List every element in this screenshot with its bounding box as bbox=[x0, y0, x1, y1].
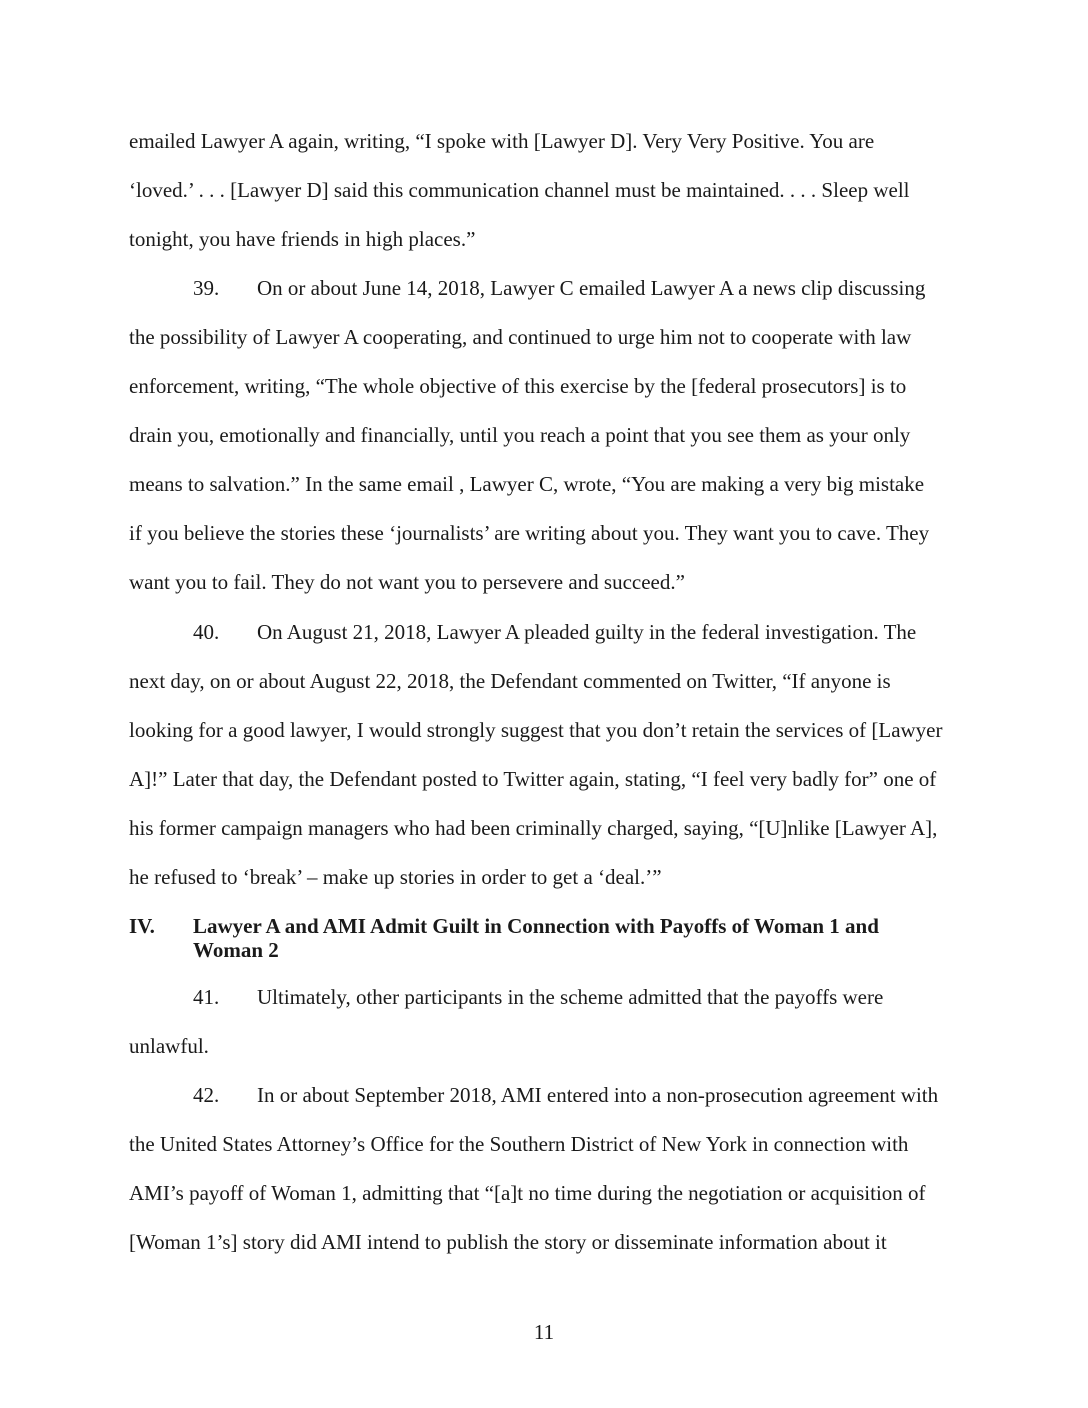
paragraph-39-line: enforcement, writing, “The whole objective of this exercise by the [federal prosecutors] is to bbox=[129, 374, 907, 398]
section-heading-number: IV. bbox=[129, 914, 155, 938]
section-heading-line: Woman 2 bbox=[193, 938, 279, 962]
paragraph-39-line: the possibility of Lawyer A cooperating, and continued to urge him not to cooperate with law bbox=[129, 325, 912, 349]
paragraph-39-line: want you to fail. They do not want you to persevere and succeed.” bbox=[129, 570, 685, 594]
paragraph-41-line: unlawful. bbox=[129, 1034, 209, 1058]
continuation-line-1: emailed Lawyer A again, writing, “I spoke with [Lawyer D]. Very Very Positive. You are bbox=[129, 129, 875, 153]
paragraph-39-line: On or about June 14, 2018, Lawyer C emailed Lawyer A a news clip discussing bbox=[257, 276, 926, 300]
paragraph-41-line: Ultimately, other participants in the scheme admitted that the payoffs were bbox=[257, 985, 884, 1009]
paragraph-40-line: On August 21, 2018, Lawyer A pleaded guilty in the federal investigation. The bbox=[257, 620, 917, 644]
paragraph-42-line: In or about September 2018, AMI entered into a non-prosecution agreement with bbox=[257, 1083, 939, 1107]
paragraph-40-line: his former campaign managers who had been criminally charged, saying, “[U]nlike [Lawyer A], bbox=[129, 816, 938, 840]
section-heading-line: Lawyer A and AMI Admit Guilt in Connection with Payoffs of Woman 1 and bbox=[193, 914, 879, 938]
paragraph-42-line: [Woman 1’s] story did AMI intend to publish the story or disseminate information about it bbox=[129, 1230, 887, 1254]
paragraph-39-number: 39. bbox=[193, 276, 220, 300]
paragraph-41-number: 41. bbox=[193, 985, 220, 1009]
paragraph-42-line: the United States Attorney’s Office for the Southern District of New York in connection with bbox=[129, 1132, 909, 1156]
paragraph-42-line: AMI’s payoff of Woman 1, admitting that “[a]t no time during the negotiation or acquisition of bbox=[129, 1181, 926, 1205]
paragraph-40-number: 40. bbox=[193, 620, 220, 644]
paragraph-40-line: he refused to ‘break’ – make up stories in order to get a ‘deal.’” bbox=[129, 865, 662, 889]
continuation-line-2: ‘loved.’ . . . [Lawyer D] said this communication channel must be maintained. . . . Sleep well bbox=[129, 178, 910, 202]
paragraph-39-line: means to salvation.” In the same email , Lawyer C, wrote, “You are making a very big mistake bbox=[129, 472, 925, 496]
paragraph-40-line: next day, on or about August 22, 2018, the Defendant commented on Twitter, “If anyone is bbox=[129, 669, 891, 693]
paragraph-40-line: A]!” Later that day, the Defendant posted to Twitter again, stating, “I feel very badly for” one of bbox=[129, 767, 937, 791]
paragraph-42-number: 42. bbox=[193, 1083, 220, 1107]
paragraph-39-line: drain you, emotionally and financially, until you reach a point that you see them as your only bbox=[129, 423, 911, 447]
continuation-line-3: tonight, you have friends in high places.” bbox=[129, 227, 476, 251]
paragraph-39-line: if you believe the stories these ‘journalists’ are writing about you. They want you to cave. They bbox=[129, 521, 930, 545]
page-number: 11 bbox=[533, 1320, 555, 1344]
paragraph-40-line: looking for a good lawyer, I would strongly suggest that you don’t retain the services of [Lawyer bbox=[129, 718, 943, 742]
